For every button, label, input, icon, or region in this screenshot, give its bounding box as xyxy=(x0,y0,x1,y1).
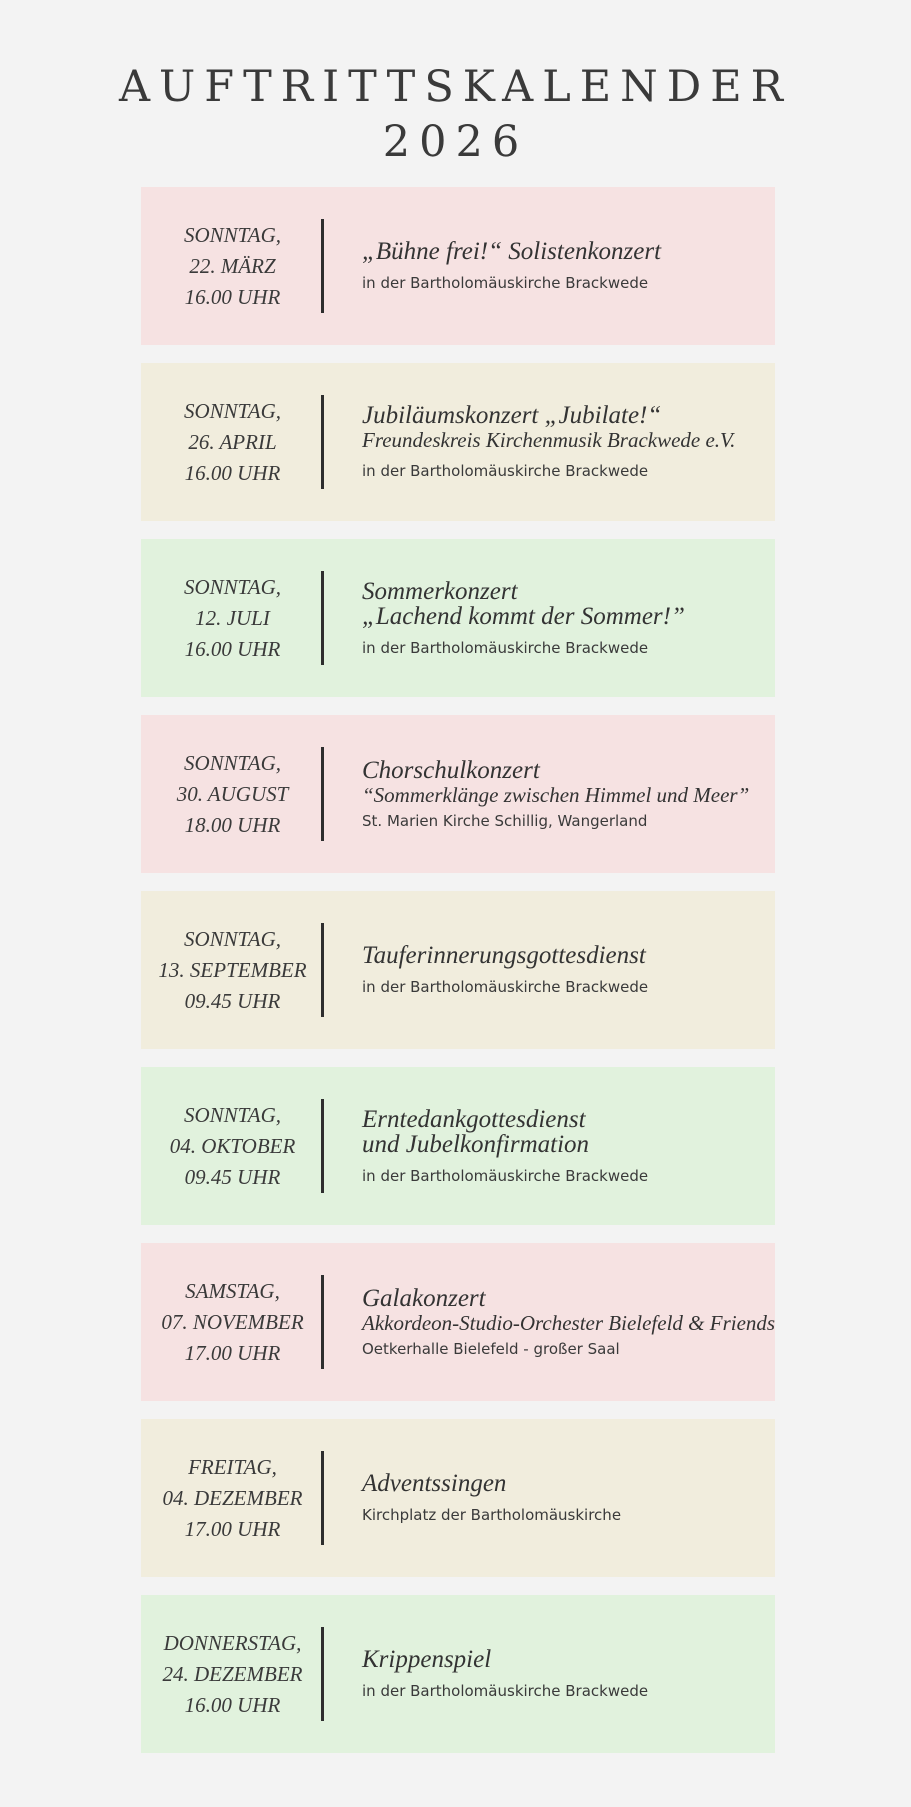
event-info xyxy=(362,1419,773,1577)
event-card xyxy=(141,363,775,521)
event-venue: in der Bartholomäuskirche Brackwede xyxy=(362,1682,649,1700)
event-info xyxy=(362,187,773,345)
event-weekday: DONNERSTAG, xyxy=(163,1631,302,1655)
event-divider xyxy=(321,1275,324,1369)
event-subtitle: “Sommerklänge zwischen Himmel und Meer” xyxy=(362,782,750,807)
event-time: 16.00 UHR xyxy=(184,461,281,485)
event-title: Galakonzert xyxy=(362,1284,486,1312)
event-day: 04. DEZEMBER xyxy=(162,1486,303,1510)
event-date xyxy=(141,1276,324,1369)
event-info xyxy=(362,1067,773,1225)
event-venue: St. Marien Kirche Schillig, Wangerland xyxy=(362,811,648,830)
event-card xyxy=(141,187,775,345)
event-divider xyxy=(321,747,324,841)
event-divider xyxy=(321,1099,324,1193)
event-weekday: SAMSTAG, xyxy=(185,1279,280,1303)
event-divider xyxy=(321,395,324,489)
event-card xyxy=(141,1419,775,1577)
event-info xyxy=(362,539,773,697)
event-title: Adventssingen xyxy=(362,1470,507,1497)
event-venue: in der Bartholomäuskirche Brackwede xyxy=(362,978,649,996)
event-day: 30. AUGUST xyxy=(176,782,289,806)
event-divider xyxy=(321,219,324,313)
event-time: 16.00 UHR xyxy=(184,637,281,661)
event-card xyxy=(141,1067,775,1225)
event-subtitle: „Lachend kommt der Sommer!” xyxy=(362,602,685,630)
event-day: 22. MÄRZ xyxy=(189,254,276,278)
event-title: Erntedankgottesdienst xyxy=(362,1105,586,1133)
event-subtitle: Freundeskreis Kirchenmusik Brackwede e.V. xyxy=(362,428,736,452)
event-info xyxy=(362,363,773,521)
event-date xyxy=(141,572,324,665)
event-date xyxy=(141,748,324,841)
event-info xyxy=(362,1595,773,1753)
event-time: 16.00 UHR xyxy=(184,285,281,309)
event-venue: in der Bartholomäuskirche Brackwede xyxy=(362,274,649,292)
event-title: Krippenspiel xyxy=(362,1646,492,1673)
page-year: 2026 xyxy=(382,117,529,167)
event-weekday: SONNTAG, xyxy=(183,399,282,423)
event-time: 09.45 UHR xyxy=(184,989,281,1013)
event-weekday: SONNTAG, xyxy=(183,927,282,951)
event-card xyxy=(141,539,775,697)
event-day: 24. DEZEMBER xyxy=(162,1662,303,1686)
event-divider xyxy=(321,923,324,1017)
event-day: 13. SEPTEMBER xyxy=(158,958,307,982)
page-title: AUFTRITTSKALENDER xyxy=(118,62,793,112)
event-title: Chorschulkonzert xyxy=(362,756,540,784)
event-time: 17.00 UHR xyxy=(184,1517,281,1541)
event-title: „Bühne frei!“ Solistenkonzert xyxy=(362,238,662,265)
event-day: 12. JULI xyxy=(195,606,270,630)
event-date xyxy=(141,220,324,313)
event-day: 04. OKTOBER xyxy=(169,1134,296,1158)
event-title: Jubiläumskonzert „Jubilate!“ xyxy=(362,402,662,429)
event-card xyxy=(141,1595,775,1753)
event-date xyxy=(141,396,324,489)
event-time: 09.45 UHR xyxy=(184,1165,281,1189)
event-divider xyxy=(321,1451,324,1545)
event-weekday: SONNTAG, xyxy=(183,1103,282,1127)
event-info xyxy=(362,1243,776,1401)
event-date xyxy=(141,924,324,1017)
event-venue: Kirchplatz der Bartholomäuskirche xyxy=(362,1506,622,1524)
event-venue: Oetkerhalle Bielefeld - großer Saal xyxy=(362,1339,620,1358)
event-divider xyxy=(321,571,324,665)
event-day: 26. APRIL xyxy=(188,430,277,454)
event-info xyxy=(362,715,773,873)
event-time: 16.00 UHR xyxy=(184,1693,281,1717)
event-venue: in der Bartholomäuskirche Brackwede xyxy=(362,462,649,480)
event-date xyxy=(141,1628,324,1721)
event-title: Tauferinnerungsgottesdienst xyxy=(362,942,646,969)
event-title: Sommerkonzert xyxy=(362,577,518,605)
event-weekday: SONNTAG, xyxy=(183,751,282,775)
event-divider xyxy=(321,1627,324,1721)
event-weekday: FREITAG, xyxy=(188,1455,277,1479)
event-day: 07. NOVEMBER xyxy=(161,1310,304,1334)
event-subtitle: Akkordeon-Studio-Orchester Bielefeld & Friends xyxy=(362,1310,776,1335)
event-venue: in der Bartholomäuskirche Brackwede xyxy=(362,1166,649,1185)
event-list xyxy=(141,187,775,1771)
event-card xyxy=(141,891,775,1049)
event-subtitle: und Jubelkonfirmation xyxy=(362,1130,590,1158)
event-time: 17.00 UHR xyxy=(184,1341,281,1365)
event-weekday: SONNTAG, xyxy=(183,575,282,599)
event-time: 18.00 UHR xyxy=(184,813,281,837)
event-date xyxy=(141,1100,324,1193)
event-info xyxy=(362,891,773,1049)
event-date xyxy=(141,1452,324,1545)
event-card xyxy=(141,1243,775,1401)
event-card xyxy=(141,715,775,873)
event-weekday: SONNTAG, xyxy=(183,223,282,247)
event-venue: in der Bartholomäuskirche Brackwede xyxy=(362,638,649,657)
